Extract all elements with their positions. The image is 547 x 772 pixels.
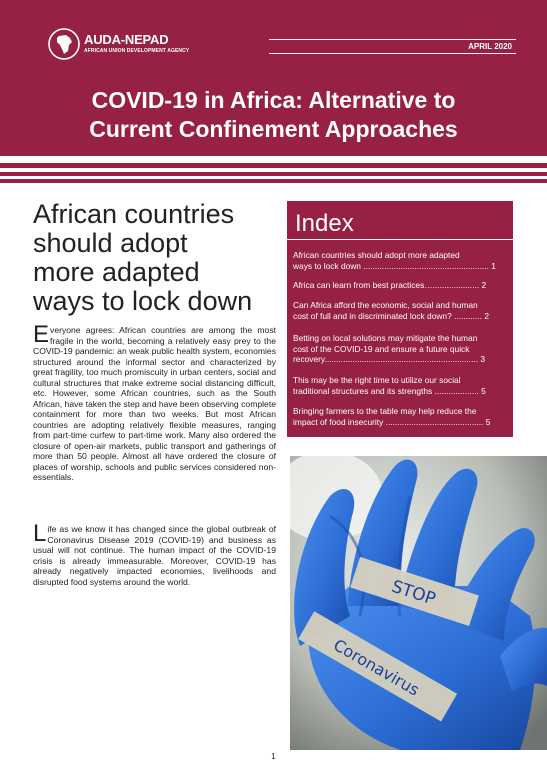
page-title — [20, 86, 527, 144]
dot-leader: .................................................................. — [324, 354, 481, 365]
header-banner — [0, 0, 547, 156]
index-entry-text: Can Africa afford the economic, social and human — [293, 300, 478, 310]
index-entry-text: Betting on local solutions may mitigate the human — [293, 333, 478, 343]
page-number: 1 — [271, 752, 276, 761]
headline-line: should adopt — [33, 228, 188, 258]
index-entry-page: 5 — [485, 416, 491, 427]
dot-leader: ….................... — [424, 280, 482, 290]
gloved-hand-photo — [290, 456, 547, 750]
index-entry[interactable] — [293, 333, 507, 365]
index-entry[interactable] — [293, 280, 507, 291]
drop-cap: L — [33, 520, 47, 547]
index-entry-text: recovery — [293, 354, 325, 365]
article-paragraph-2 — [33, 520, 276, 587]
headline-line: ways to lock down — [33, 286, 253, 316]
index-entry[interactable] — [293, 300, 507, 321]
index-entry[interactable] — [293, 375, 507, 396]
header-stripe-3 — [0, 179, 547, 183]
index-entry-text: impact of food insecurity — [293, 416, 384, 427]
header-stripe-2 — [0, 172, 547, 176]
index-entry-text: cost of full and in discriminated lock down? — [293, 310, 452, 321]
index-entry-text: Africa can learn from best practices — [293, 280, 425, 290]
issue-date: APRIL 2020 — [468, 42, 512, 51]
index-panel — [287, 201, 513, 437]
africa-emblem-icon — [47, 27, 81, 61]
index-entry-page: 1 — [491, 260, 496, 271]
article-paragraph-1 — [33, 321, 276, 483]
index-title: Index — [295, 210, 354, 237]
index-entry[interactable] — [293, 406, 507, 427]
index-entry-text: traditional structures and its strengths — [293, 385, 433, 396]
org-subtitle: AFRICAN UNION DEVELOPMENT AGENCY — [84, 48, 190, 54]
index-entry-text: cost of the COVID-19 and ensure a future quick — [293, 343, 470, 354]
headline-line: more adapted — [33, 257, 200, 287]
org-name: AUDA-NEPAD — [84, 32, 169, 47]
auda-nepad-logo — [47, 27, 207, 63]
header-stripe-1 — [0, 163, 547, 168]
gloved-hand-illustration — [290, 456, 547, 750]
paragraph-text: ife as we know it has changed since the global outbreak of Coronavirus Disease 2019 (COVID-19) and business as usual will not continue. The human impact of the COVID-19 crisis is already immeasurable. Moreover, COVID-19 has already negatively impacted economies, livelihoods and disrupted food systems around the world. — [33, 524, 276, 587]
dot-leader: ...................................................... — [360, 260, 492, 271]
header-rule-bottom — [269, 53, 516, 54]
index-entry-page: 2 — [481, 280, 487, 290]
index-entry-text: African countries should adopt more adapted — [293, 250, 460, 260]
index-entry-page: 5 — [481, 385, 486, 396]
tape-label-coronavirus: Coronavirus — [330, 635, 423, 700]
index-entry[interactable] — [293, 250, 507, 271]
header-rule-top — [269, 39, 516, 40]
index-divider — [287, 239, 513, 240]
index-entry-text: Bringing farmers to the table may help reduce the — [293, 406, 477, 416]
headline-line: African countries — [33, 199, 235, 229]
index-entry-text: ways to lock down — [293, 260, 361, 271]
index-entry-page: 2 — [484, 310, 489, 321]
dot-leader: ............ — [451, 310, 485, 321]
title-line-2: Current Confinement Approaches — [89, 116, 458, 142]
index-entry-page: 3 — [480, 354, 486, 365]
article-headline — [33, 200, 283, 316]
dot-leader: .......................................... — [383, 416, 486, 427]
title-line-1: COVID-19 in Africa: Alternative to — [91, 87, 456, 113]
tape-label-stop: STOP — [389, 576, 438, 610]
dot-leader: ................... — [432, 385, 482, 396]
paragraph-text: veryone agrees: African countries are among the most fragile in the world, becoming a relatively easy prey to the COVID-19 pandemic: an weak public health system, economies structured around the informal sector and characterized by great fragility, too much promiscuity in urban centers, social and cultural structures that make extreme social distancing difficult, etc. However, some African countries, such as the South African, have taken the step and have been observing complete containment for more than two weeks. But most African countries are adopting relatively flexible measures, ranging from part-time curfew to part-time work. Many also ordered the closure of open-air markets, public transport and gatherings of more than 50 people. Almost all have ordered the closure of places of worship, schools and public services considered non-essentials. — [33, 325, 276, 482]
index-entry-text: This may be the right time to utilize our social — [293, 375, 461, 385]
drop-cap: E — [33, 321, 50, 348]
